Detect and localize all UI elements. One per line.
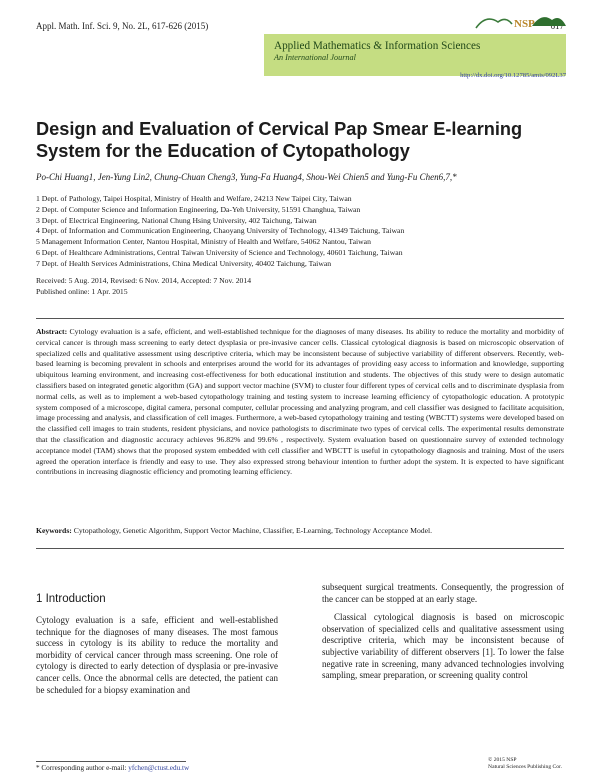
published-date: Published online: 1 Apr. 2015 [36, 286, 128, 296]
author-list: Po-Chi Huang1, Jen-Yung Lin2, Chung-Chuan Cheng3, Yung-Fa Huang4, Shou-Wei Chien5 and Yung-Fu Chen6,7,* [36, 172, 457, 182]
column-left [36, 615, 278, 696]
divider-top [36, 318, 564, 319]
intro-paragraph-1-continued: subsequent surgical treatments. Consequently, the progression of the cancer can be stopped at an early stage. [322, 582, 564, 604]
affiliation-1: 1 Dept. of Pathology, Taipei Hospital, Ministry of Health and Welfare, 24213 New Taipei City, Taiwan [36, 194, 352, 203]
affiliations [36, 194, 404, 270]
keywords-label: Keywords: [36, 526, 72, 535]
intro-paragraph-1: Cytology evaluation is a safe, efficient and well-established technique for the diagnoses of many diseases. The most famous success in cytology is its ability to reduce the mortality and morbidity of cervical cancer through mass screening. One role of cytology is directed to early detection of dysplasia or pre-invasive cancer cells. Once the abnormal cells are detected, the patient can be scheduled for a biopsy examination and [36, 615, 278, 695]
section-heading: 1 Introduction [36, 593, 106, 605]
publisher: Natural Sciences Publishing Cor. [488, 764, 562, 770]
running-header: Appl. Math. Inf. Sci. 9, No. 2L, 617-626 (2015) [36, 21, 209, 31]
footnote-label: * Corresponding author e-mail: [36, 764, 127, 772]
abstract-text: Cytology evaluation is a safe, efficient, and well-established technique for the diagnoses of many diseases. Its ability to reduce the mortality and morbidity of cervical cancer is through mass screening to early detect dysplasia or pre-invasive cancer cells. Classical cytological diagnosis is based on microscopic observation of specialized cells and qualitative assessment using descriptive criteria, which may be inconsistent because of subjective variability of different observers. Recently, web-based learning is becoming prevalent in schools and enterprises around the world for its advantages of providing easy access to information and knowledge, supporting ubiquitous learning environment, and increasing cost-effectiveness for both educational institution and students. The objectives of this study were to design automatic classifiers based on integrated genetic algorithm (GA) and support vector machine (SVM) to cluster four different types of cervical cells and to discriminate dysplasia from normal cells, as well as to implement a web-based cytopathology training and testing system to increase learning efficiency of cytopathologic education. A prototypic system composed of a microscope, digital camera, personal computer, cellular processing and analyzing program, and cell classifier was designed to facilitate acquisition, image processing and analysis, and classification of cell images. Furthermore, a web-based cytopathology training and testing (WBCTT) systems were developed based on the classified cell images to train students, resident physicians, and novice pathologists to discriminate two types of cervical cells. The experimental results demonstrate that the classification and diagnostic accuracy achieves 96.82% and 99.6% , respectively. System evaluation based on questionnaire survey of extended technology acceptance model (TAM) shows that the proposed system embedded with cell classifier and WBCTT is useful in cytopathology diagnosis and training. Most of the users agreed the operation interface is friendly and easy to use. They also expressed strong behaviour intention to further adopt the system. It is expected to have significant contributions in increasing diagnostic efficiency and promoting learning efficiency. [36, 327, 565, 477]
affiliation-5: 5 Management Information Center, Nantou Hospital, Ministry of Health and Welfare, 54062 Nantou, Taiwan [36, 237, 371, 247]
doi-link[interactable]: http://dx.doi.org/10.12785/amis/092L37 [460, 72, 566, 79]
copyright-block [488, 757, 562, 771]
affiliation-7: 7 Dept. of Health Services Administrations, China Medical University, 40402 Taichung, Taiwan [36, 258, 332, 268]
copyright: © 2015 NSP [488, 757, 517, 763]
journal-name: Applied Mathematics & Information Sciences [274, 40, 481, 52]
journal-subtitle: An International Journal [274, 53, 356, 62]
affiliation-4: 4 Dept. of Information and Communication Engineering, Chaoyang University of Technology, 41349 Taichung, Taiwan [36, 226, 405, 236]
affiliation-6: 6 Dept. of Healthcare Administrations, Central Taiwan University of Science and Technology, 40601 Taichung, Taiwan [36, 247, 403, 257]
abstract [36, 327, 564, 478]
received-dates: Received: 5 Aug. 2014, Revised: 6 Nov. 2014, Accepted: 7 Nov. 2014 [36, 276, 252, 285]
keywords-text: Cytopathology, Genetic Algorithm, Support Vector Machine, Classifier, E-Learning, Technology Acceptance Model. [73, 526, 433, 535]
divider-bottom [36, 548, 564, 549]
logo-text: NSP [514, 18, 535, 30]
footnote-rule [36, 761, 186, 762]
abstract-label: Abstract: [36, 327, 68, 336]
column-right [322, 582, 564, 682]
article-dates [36, 276, 251, 298]
intro-paragraph-2: Classical cytological diagnosis is based on microscopic observation of specialized cells and qualitative assessment using descriptive criteria, which may be inconsistent because of subjective variability of different observers [1]. To lower the false negative rate in screening, many advanced technologies involving sampling, smear preparation, or screening quality control [322, 612, 564, 681]
keywords [36, 526, 564, 535]
corresponding-author-footnote [36, 764, 189, 772]
author-email-link[interactable]: yfchen@ctust.edu.tw [128, 764, 190, 772]
affiliation-3: 3 Dept. of Electrical Engineering, National Chung Hsing University, 402 Taichung, Taiwan [36, 215, 317, 225]
affiliation-2: 2 Dept. of Computer Science and Information Engineering, Da-Yeh University, 51591 Changhua, Taiwan [36, 204, 361, 214]
paper-title: Design and Evaluation of Cervical Pap Smear E-learning System for the Education of Cytopathology [36, 119, 523, 161]
nsp-logo [472, 10, 568, 32]
